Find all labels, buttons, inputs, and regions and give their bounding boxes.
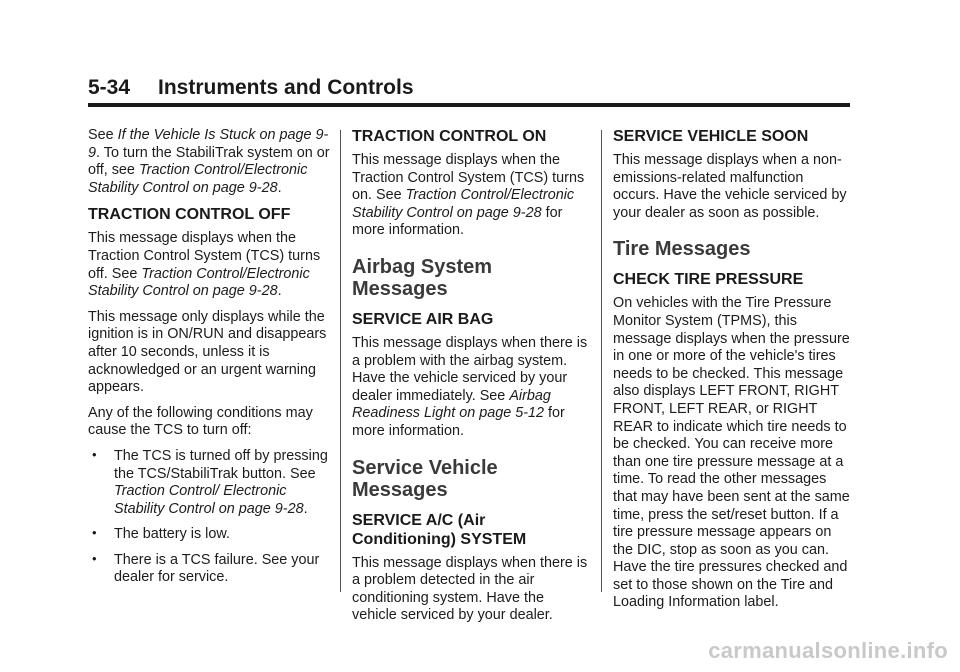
heading-airbag-system-messages: Airbag System Messages <box>352 255 493 300</box>
heading-service-vehicle-soon: SERVICE VEHICLE SOON <box>613 128 809 145</box>
tcs-conditions-list <box>88 448 330 587</box>
heading-service-ac-system: SERVICE A/C (Air Conditioning) SYSTEM <box>352 511 527 548</box>
service-ac-paragraph: This message displays when there is a problem detected in the air conditioning system. Have the vehicle serviced by your dealer. <box>352 554 588 624</box>
heading-service-vehicle-messages: Service Vehicle Messages <box>352 456 498 501</box>
bullet-icon: • <box>92 550 97 566</box>
bullet-icon: • <box>92 525 97 541</box>
column-divider-2 <box>601 130 602 592</box>
heading-check-tire-pressure: CHECK TIRE PRESSURE <box>613 271 804 289</box>
tcs-display-paragraph: This message only displays while the ignition is in ON/RUN and disappears after 10 seconds, unless it is acknowledged or an urgent warning appears. <box>88 308 327 396</box>
bullet-icon: • <box>92 446 97 462</box>
service-vehicle-soon-paragraph: This message displays when a non-emissions-related malfunction occurs. Have the vehicle serviced by your dealer as soon as possible. <box>613 152 847 221</box>
heading-tire-messages: Tire Messages <box>613 238 751 261</box>
chapter-title: Instruments and Controls <box>158 76 414 99</box>
header-rule <box>88 103 850 107</box>
tcs-on-paragraph: This message displays when the Traction Control System (TCS) turns on. See Traction Control/Electronic Stability Control on page 9-28 for more information. <box>352 152 585 239</box>
tcs-off-paragraph: This message displays when the Traction Control System (TCS) turns off. See Traction Control/Electronic Stability Control on page 9-28. <box>88 230 321 300</box>
list-item-text: The battery is low. <box>114 526 230 543</box>
list-item-text: There is a TCS failure. See your dealer for service. <box>114 551 320 586</box>
check-tire-pressure-paragraph: On vehicles with the Tire Pressure Monitor System (TPMS), this message displays when the pressure in one or more of the vehicle's tires needs to be checked. This message also displays LEFT FRONT, RIGHT FRONT, LEFT REAR, or RIGHT REAR to indicate which tire needs to be checked. You can receive more than one tire pressure message at a time. To read the other messages that may have been sent at the same time, press the set/reset button. If a tire pressure message appears on the DIC, stop as soon as you can. Have the tire pressures checked and set to those shown on the Tire and Loading Information label. <box>613 295 850 611</box>
list-item <box>88 448 330 518</box>
list-item <box>88 526 330 544</box>
heading-traction-control-on: TRACTION CONTROL ON <box>352 128 547 145</box>
page-number: 5-34 <box>88 76 131 99</box>
column-2 <box>352 127 592 633</box>
list-item <box>88 552 330 587</box>
intro-paragraph: See If the Vehicle Is Stuck on page 9-9. To turn the StabiliTrak system on or off, see Traction Control/Electronic Stability Control on page 9-28. <box>88 127 330 196</box>
column-divider-1 <box>340 130 341 592</box>
heading-traction-control-off: TRACTION CONTROL OFF <box>88 206 291 224</box>
column-1 <box>88 127 330 595</box>
column-3 <box>613 127 853 620</box>
list-item-text: The TCS is turned off by pressing the TCS/StabiliTrak button. See Traction Control/ Electronic Stability Control on page 9-28. <box>114 447 328 517</box>
heading-service-air-bag: SERVICE AIR BAG <box>352 310 494 328</box>
site-watermark: carmanualsonline.info <box>708 638 948 663</box>
service-air-bag-paragraph: This message displays when there is a problem with the airbag system. Have the vehicle serviced by your dealer immediately. See Airbag Readiness Light on page 5-12 for more information. <box>352 334 588 439</box>
tcs-conditions-paragraph: Any of the following conditions may cause the TCS to turn off: <box>88 404 313 439</box>
page-header <box>88 76 414 100</box>
